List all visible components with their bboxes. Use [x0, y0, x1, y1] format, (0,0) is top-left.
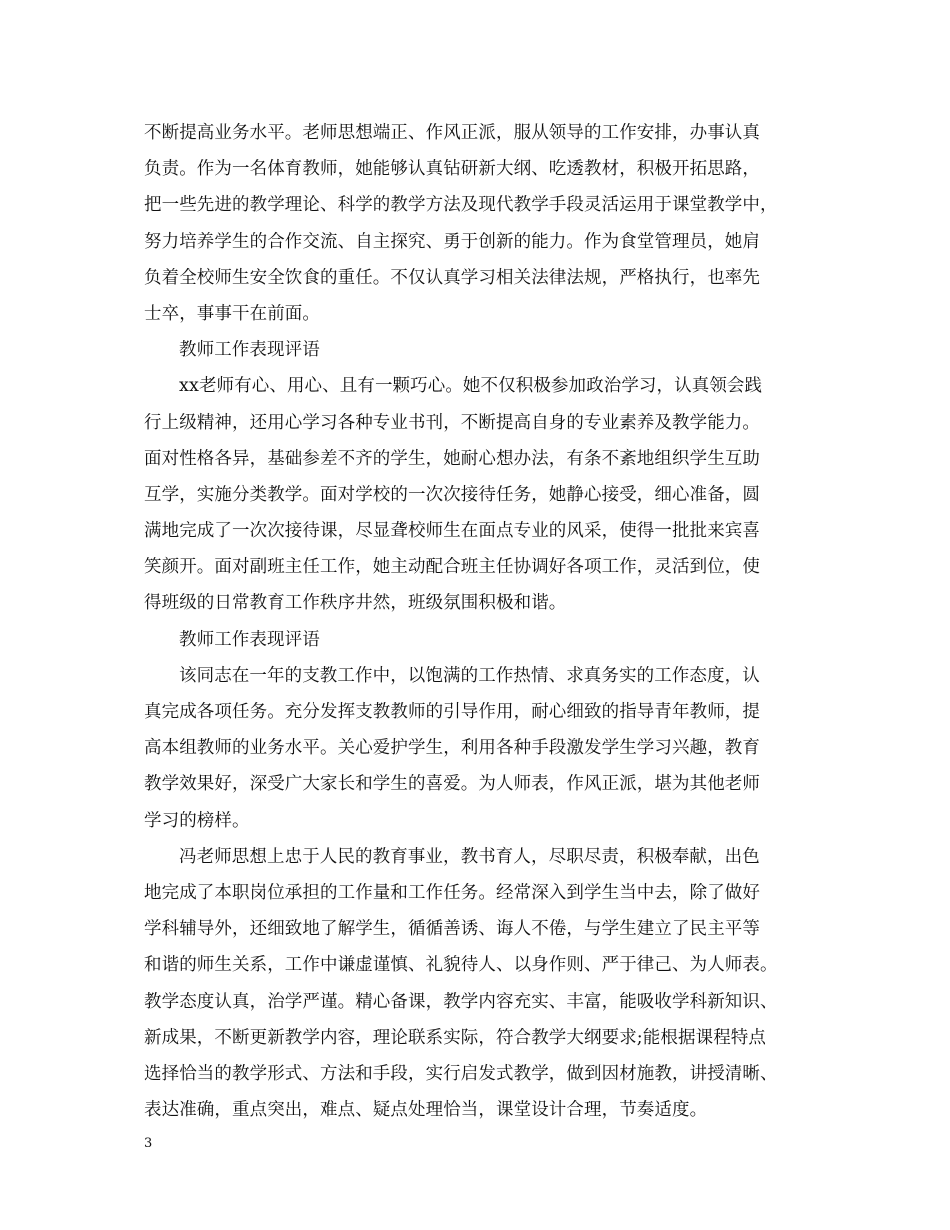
- text-line: 冯老师思想上忠于人民的教育事业，教书育人，尽职尽责，积极奉献，出色: [179, 846, 760, 867]
- text-line: 学科辅导外，还细致地了解学生，循循善诱、诲人不倦，与学生建立了民主平等: [144, 919, 760, 940]
- text-line: 真完成各项任务。充分发挥支教教师的引导作用，耐心细致的指导青年教师，提: [144, 702, 760, 722]
- text-line: 负着全校师生安全饮食的重任。不仅认真学习相关法律法规，严格执行，也率先: [144, 267, 760, 288]
- text-line: 该同志在一年的支教工作中，以饱满的工作热情、求真务实的工作态度，认: [179, 665, 760, 686]
- text-line: 把一些先进的教学理论、科学的教学方法及现代教学手段灵活运用于课堂教学中，: [144, 195, 778, 216]
- text-line: 不断提高业务水平。老师思想端正、作风正派，服从领导的工作安排，办事认真: [144, 123, 760, 143]
- text-line: 和谐的师生关系，工作中谦虚谨慎、礼貌待人、以身作则、严于律己、为人师表。: [144, 955, 778, 976]
- text-line: 教师工作表现评语: [179, 629, 320, 650]
- page-number: 3: [144, 1136, 153, 1151]
- text-line: 选择恰当的教学形式、方法和手段，实行启发式教学，做到因材施教，讲授清晰、: [144, 1063, 778, 1084]
- text-line: 互学，实施分类教学。面对学校的一次次接待任务，她静心接受，细心准备，圆: [144, 484, 760, 505]
- text-line: 行上级精神，还用心学习各种专业书刊，不断提高自身的专业素养及教学能力。: [144, 412, 760, 433]
- text-line: 教师工作表现评语: [179, 340, 320, 361]
- text-line: 得班级的日常教育工作秩序井然，班级氛围积极和谐。: [144, 593, 567, 614]
- text-line: 努力培养学生的合作交流、自主探究、勇于创新的能力。作为食堂管理员，她肩: [144, 231, 760, 252]
- text-line: 教学态度认真，治学严谨。精心备课，教学内容充实、丰富，能吸收学科新知识、: [144, 991, 778, 1012]
- text-line: 高本组教师的业务水平。关心爱护学生，利用各种手段激发学生学习兴趣，教育: [144, 738, 760, 759]
- text-line: 面对性格各异，基础参差不齐的学生，她耐心想办法，有条不紊地组织学生互助: [144, 448, 760, 469]
- text-line: 教学效果好，深受广大家长和学生的喜爱。为人师表，作风正派，堪为其他老师: [144, 774, 760, 795]
- text-line: 新成果，不断更新教学内容，理论联系实际，符合教学大纲要求;能根据课程特点: [144, 1027, 766, 1048]
- text-line: 学习的榜样。: [144, 810, 250, 831]
- text-line: 士卒，事事干在前面。: [144, 303, 320, 324]
- text-line: 笑颜开。面对副班主任工作，她主动配合班主任协调好各项工作，灵活到位，使: [144, 557, 760, 578]
- text-line: 地完成了本职岗位承担的工作量和工作任务。经常深入到学生当中去，除了做好: [144, 882, 760, 903]
- text-line: 满地完成了一次次接待课，尽显聋校师生在面点专业的风采，使得一批批来宾喜: [144, 521, 760, 542]
- text-line: 表达准确，重点突出，难点、疑点处理恰当，课堂设计合理，节奏适度。: [144, 1100, 708, 1121]
- text-line: xx老师有心、用心、且有一颗巧心。她不仅积极参加政治学习，认真领会践: [179, 376, 763, 397]
- text-line: 负责。作为一名体育教师，她能够认真钻研新大纲、吃透教材，积极开拓思路，: [144, 159, 760, 180]
- document-body: [144, 115, 824, 1128]
